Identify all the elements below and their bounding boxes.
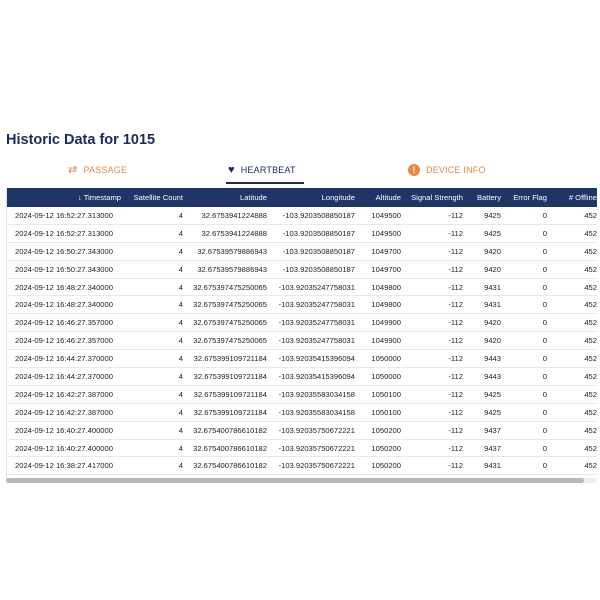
table-cell: -103.9203508850187 [271,207,359,224]
table-cell: 0 [505,296,551,314]
table-cell: -103.92035247758031 [271,314,359,332]
table-cell: 32.675400786610182 [187,421,271,439]
tab-passage[interactable] [68,158,127,182]
table-cell: 452 [551,314,597,332]
table-cell: 4 [125,350,187,368]
table-cell: 1050100 [359,385,405,403]
table-cell: 1049800 [359,296,405,314]
table-cell: 0 [505,207,551,224]
table-cell: 32.675397475250065 [187,332,271,350]
table-cell: 452 [551,368,597,386]
table-cell: 2024-09-12 16:46:27.357000 [7,332,125,350]
table-cell: 2024-09-12 16:42:27.387000 [7,403,125,421]
table-cell: 0 [505,385,551,403]
table-cell: 452 [551,457,597,475]
table-row[interactable] [7,421,597,439]
table-cell: 9443 [467,368,505,386]
heartbeat-table-container[interactable] [6,188,597,484]
table-cell: 9420 [467,332,505,350]
table-cell: 1049500 [359,207,405,224]
tab-bar [4,158,596,184]
table-cell: 452 [551,439,597,457]
column-header-label: Signal Strength [411,193,463,202]
table-cell: 1050000 [359,350,405,368]
page-title: Historic Data for 1015 [6,132,156,148]
table-cell: -112 [405,350,467,368]
table-cell: 452 [551,296,597,314]
table-cell: -103.92035750672221 [271,421,359,439]
table-cell: 452 [551,403,597,421]
table-cell: -103.9203508850187 [271,224,359,242]
table-cell: 32.675397475250065 [187,278,271,296]
table-cell: 4 [125,278,187,296]
table-cell: 32.67539579886943 [187,260,271,278]
table-cell: 4 [125,260,187,278]
table-cell: 4 [125,421,187,439]
table-row[interactable] [7,224,597,242]
heart-icon: ♥ [228,163,235,176]
table-cell: 2024-09-12 16:46:27.357000 [7,314,125,332]
table-cell: 4 [125,332,187,350]
info-icon: ! [408,164,420,176]
table-row[interactable] [7,385,597,403]
column-header-label: Error Flag [513,193,547,202]
table-cell: -112 [405,207,467,224]
column-header-signal-strength[interactable] [405,188,467,207]
table-cell: 4 [125,207,187,224]
table-cell: 0 [505,242,551,260]
table-cell: 452 [551,350,597,368]
table-cell: -103.92035583034158 [271,403,359,421]
table-cell: 32.675397475250065 [187,314,271,332]
table-row[interactable] [7,332,597,350]
table-cell: 452 [551,332,597,350]
table-cell: 32.675397475250065 [187,296,271,314]
table-cell: 2024-09-12 16:44:27.370000 [7,350,125,368]
table-cell: -103.92035247758031 [271,278,359,296]
table-cell: 4 [125,439,187,457]
table-cell: 9420 [467,242,505,260]
table-cell: 0 [505,439,551,457]
table-cell: 452 [551,224,597,242]
table-cell: 2024-09-12 16:38:27.417000 [7,457,125,475]
table-cell: -112 [405,278,467,296]
scrollbar-thumb[interactable] [6,478,584,483]
table-cell: 0 [505,314,551,332]
table-cell: 4 [125,368,187,386]
table-cell: -112 [405,457,467,475]
table-cell: -103.92035415396094 [271,368,359,386]
table-cell: 9425 [467,403,505,421]
table-cell: -112 [405,403,467,421]
table-row[interactable] [7,457,597,475]
table-cell: 1050200 [359,421,405,439]
table-cell: 9437 [467,439,505,457]
table-row[interactable] [7,350,597,368]
table-cell: 452 [551,385,597,403]
table-cell: 0 [505,457,551,475]
table-cell: -103.92035247758031 [271,332,359,350]
table-cell: -112 [405,260,467,278]
table-cell: 0 [505,421,551,439]
table-cell: 0 [505,332,551,350]
table-cell: -112 [405,439,467,457]
column-header-error-flag[interactable] [505,188,551,207]
table-cell: 9437 [467,421,505,439]
column-header-label: Altitude [375,193,401,202]
table-cell: 2024-09-12 16:42:27.387000 [7,385,125,403]
table-cell: 9431 [467,457,505,475]
table-cell: 1049700 [359,260,405,278]
table-cell: -112 [405,385,467,403]
table-cell: 0 [505,278,551,296]
table-cell: -103.92035750672221 [271,439,359,457]
table-cell: 32.675399109721184 [187,368,271,386]
horizontal-scrollbar[interactable] [6,478,596,483]
table-cell: 4 [125,296,187,314]
table-cell: 4 [125,314,187,332]
table-cell: -112 [405,296,467,314]
table-cell: 0 [505,350,551,368]
table-cell: 452 [551,421,597,439]
table-cell: 2024-09-12 16:48:27.340000 [7,278,125,296]
table-cell: 32.6753941224888 [187,207,271,224]
table-cell: 1049700 [359,242,405,260]
tab-device-info[interactable] [408,158,486,182]
table-cell: 32.675399109721184 [187,403,271,421]
table-cell: 32.675399109721184 [187,385,271,403]
table-cell: 32.675400786610182 [187,457,271,475]
sort-arrow-down-icon: ↓ [77,193,84,202]
historic-data-panel [4,112,596,512]
table-cell: 1049500 [359,224,405,242]
table-cell: 9420 [467,314,505,332]
table-row[interactable] [7,278,597,296]
column-header-satellite-count[interactable] [125,188,187,207]
table-cell: 0 [505,403,551,421]
table-cell: -103.9203508850187 [271,242,359,260]
table-cell: 2024-09-12 16:40:27.400000 [7,421,125,439]
table-cell: -112 [405,242,467,260]
table-header-row [7,188,597,207]
table-cell: 9431 [467,278,505,296]
table-row[interactable] [7,314,597,332]
table-cell: 1049900 [359,332,405,350]
table-cell: -103.9203508850187 [271,260,359,278]
table-row[interactable] [7,207,597,224]
table-cell: 4 [125,224,187,242]
column-header-latitude[interactable] [187,188,271,207]
table-cell: 452 [551,242,597,260]
table-cell: -112 [405,314,467,332]
table-cell: 1049800 [359,278,405,296]
table-cell: -112 [405,224,467,242]
table-cell: 9443 [467,350,505,368]
table-cell: 4 [125,242,187,260]
swap-arrows-icon: ⇄ [68,163,78,176]
tab-heartbeat-label: HEARTBEAT [240,165,296,175]
table-cell: 1050100 [359,403,405,421]
table-cell: -112 [405,421,467,439]
table-cell: 1050200 [359,457,405,475]
table-cell: 0 [505,224,551,242]
table-row[interactable] [7,296,597,314]
table-cell: 32.67539579886943 [187,242,271,260]
table-cell: 9425 [467,207,505,224]
table-cell: 2024-09-12 16:44:27.370000 [7,368,125,386]
column-header-offline[interactable] [551,188,597,207]
column-header-label: Latitude [239,193,267,202]
column-header-longitude[interactable] [271,188,359,207]
table-cell: 32.6753941224888 [187,224,271,242]
column-header-label: Timestamp [83,193,121,202]
table-cell: 4 [125,385,187,403]
table-cell: 0 [505,368,551,386]
table-row[interactable] [7,260,597,278]
table-cell: 452 [551,278,597,296]
table-cell: 9431 [467,296,505,314]
table-row[interactable] [7,403,597,421]
column-header-label: # Offline [568,193,597,202]
table-row[interactable] [7,368,597,386]
table-cell: 32.675400786610182 [187,439,271,457]
table-cell: 2024-09-12 16:52:27.313000 [7,207,125,224]
table-cell: 1050000 [359,368,405,386]
table-cell: 9420 [467,260,505,278]
column-header-timestamp[interactable] [7,188,125,207]
table-cell: 2024-09-12 16:40:27.400000 [7,439,125,457]
table-cell: 452 [551,207,597,224]
table-cell: 32.675399109721184 [187,350,271,368]
table-cell: 452 [551,260,597,278]
table-cell: -112 [405,368,467,386]
column-header-label: Longitude [321,193,355,202]
tab-passage-label: PASSAGE [83,165,128,175]
table-cell: 2024-09-12 16:48:27.340000 [7,296,125,314]
tab-heartbeat[interactable] [226,158,304,184]
table-row[interactable] [7,439,597,457]
table-cell: -103.92035583034158 [271,385,359,403]
column-header-altitude[interactable] [359,188,405,207]
table-cell: 0 [505,260,551,278]
table-cell: -103.92035247758031 [271,296,359,314]
column-header-label: Battery [476,193,501,202]
table-cell: 1050200 [359,439,405,457]
table-row[interactable] [7,242,597,260]
table-cell: 1049900 [359,314,405,332]
table-cell: 2024-09-12 16:52:27.313000 [7,224,125,242]
table-cell: -103.920354153960​94 [271,350,359,368]
table-cell: 2024-09-12 16:50:27.343000 [7,260,125,278]
tab-device-info-label: DEVICE INFO [426,165,486,175]
table-cell: 4 [125,457,187,475]
heartbeat-table [7,188,597,475]
table-cell: 4 [125,403,187,421]
table-body [7,207,597,475]
table-cell: 2024-09-12 16:50:27.343000 [7,242,125,260]
table-cell: 9425 [467,224,505,242]
table-cell: 9425 [467,385,505,403]
column-header-label: Satellite Count [133,193,183,202]
table-cell: -112 [405,332,467,350]
column-header-battery[interactable] [467,188,505,207]
table-cell: -103.92035750672221 [271,457,359,475]
